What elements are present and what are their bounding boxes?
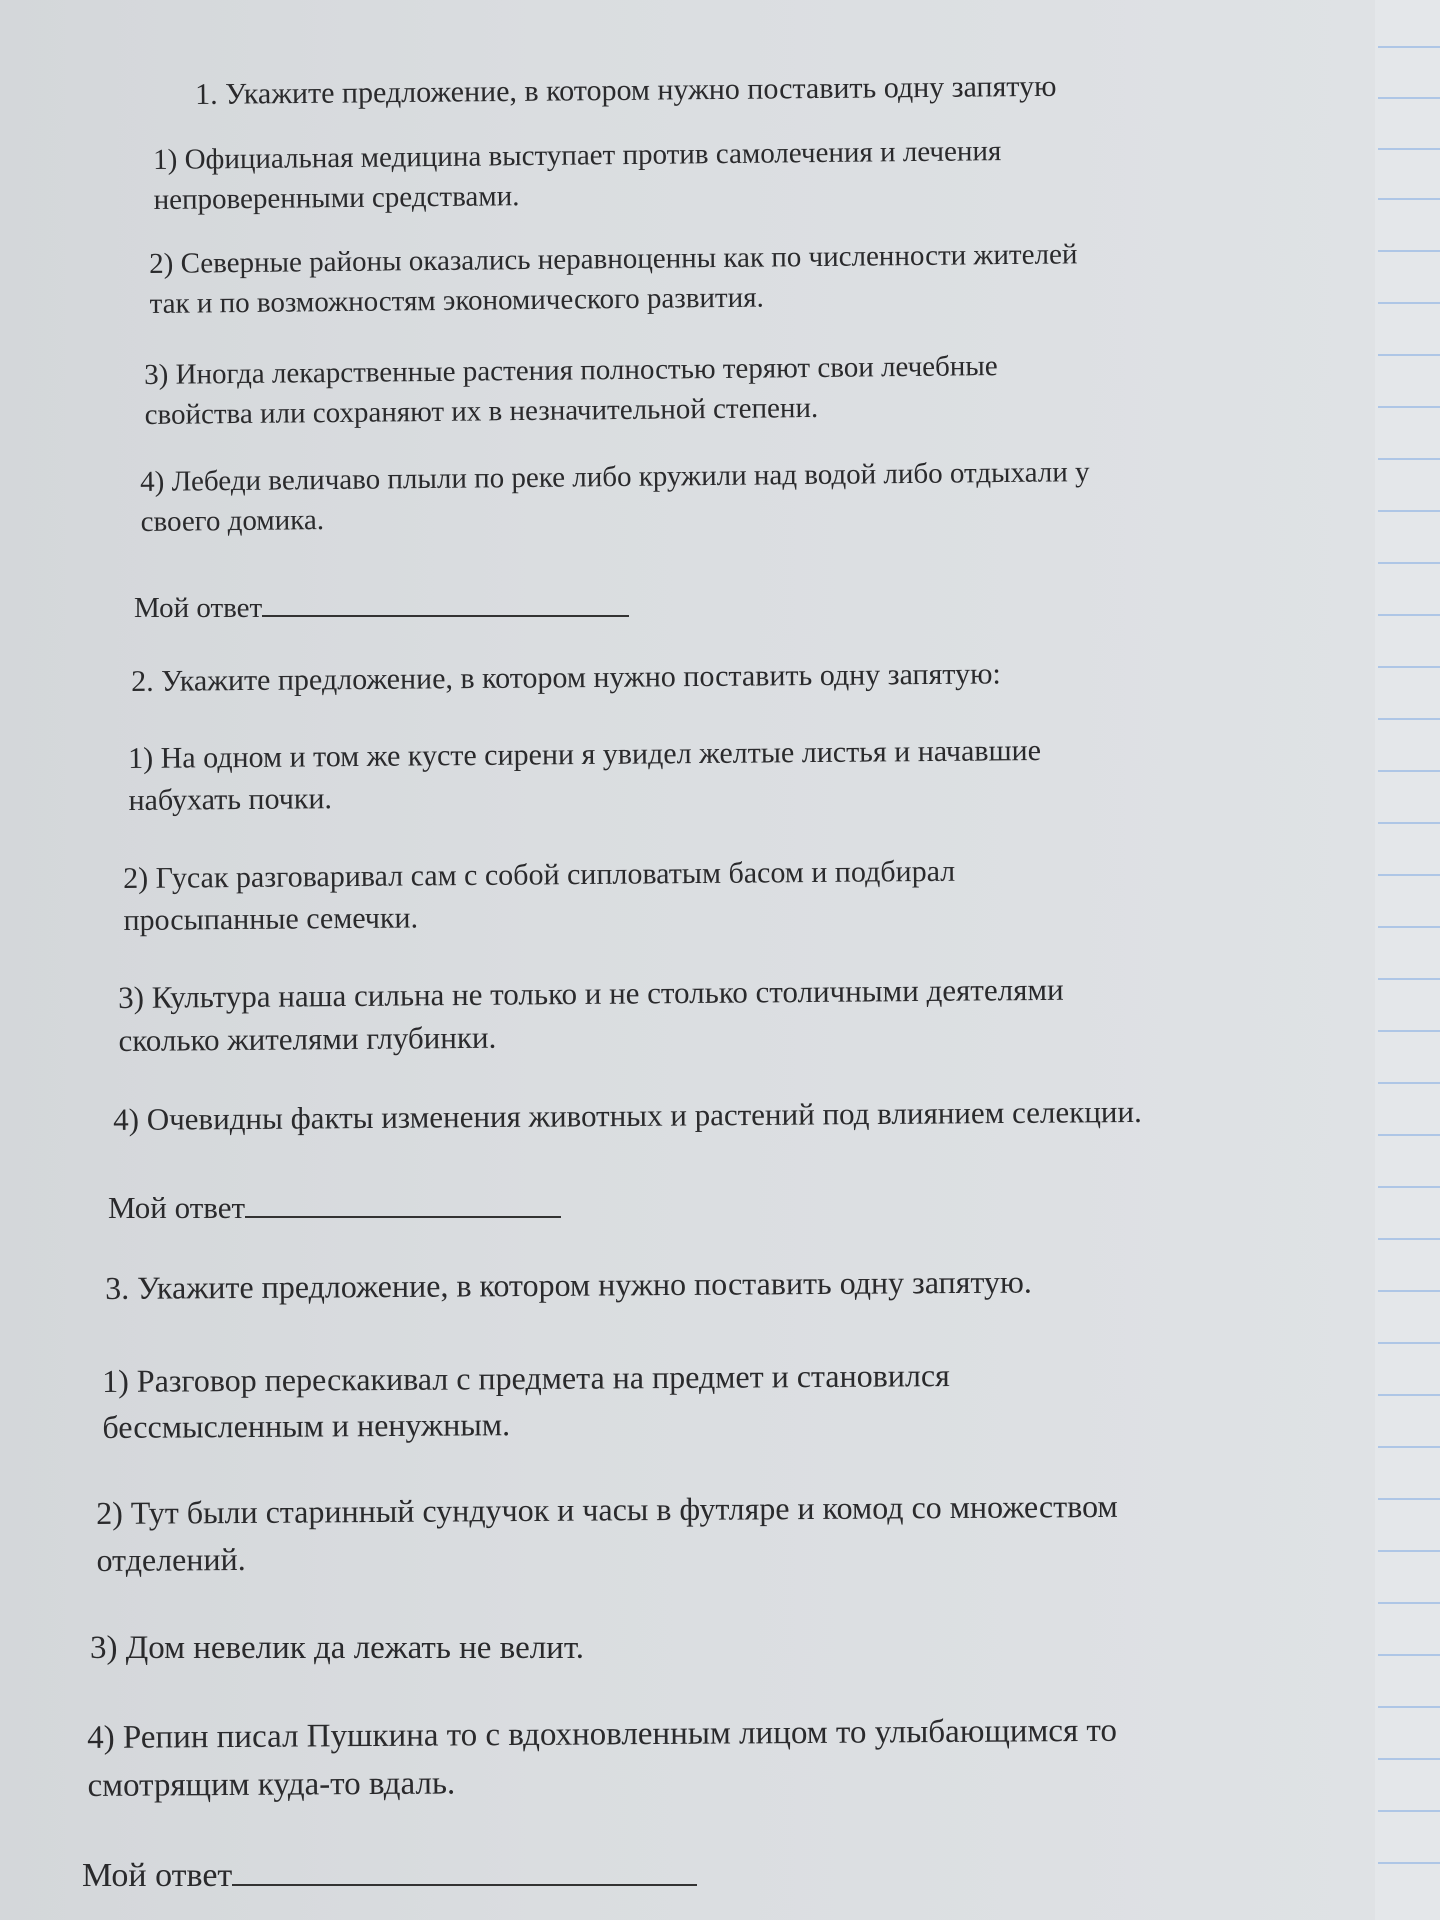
option-line: бессмысленным и ненужным. (102, 1406, 511, 1445)
question-3-option-4 (87, 1707, 1117, 1810)
notebook-ruled-line (1378, 1706, 1440, 1708)
answer-label: Мой ответ (82, 1857, 233, 1894)
option-line: своего домика. (140, 504, 325, 538)
question-1-option-3 (144, 346, 998, 435)
question-1-answer (134, 588, 629, 628)
option-line: 1) Разговор перескакивал с предмета на предмет и становился (102, 1357, 950, 1399)
notebook-ruled-line (1378, 770, 1440, 772)
option-line: так и по возможностям экономического развития. (149, 281, 764, 320)
option-line: 4) Репин писал Пушкина то с вдохновленным лицом то улыбающимся то (87, 1712, 1118, 1756)
answer-label: Мой ответ (134, 592, 263, 624)
notebook-ruled-line (1378, 874, 1440, 876)
question-1-option-4 (140, 452, 1090, 542)
question-1-heading: 1. Укажите предложение, в котором нужно поставить одну запятую (195, 69, 1057, 111)
notebook-ruled-line (1378, 1654, 1440, 1656)
option-line: просыпанные семечки. (123, 901, 419, 937)
option-line: свойства или сохраняют их в незначительной степени. (144, 391, 819, 431)
notebook-ruled-line (1378, 1134, 1440, 1136)
notebook-ruled-line (1378, 1862, 1440, 1864)
question-3-answer (82, 1854, 697, 1898)
notebook-ruled-line (1378, 666, 1440, 668)
option-line: 1) На одном и том же кусте сирени я увидел желтые листья и начавшие (128, 734, 1042, 775)
question-2-answer (108, 1188, 561, 1228)
option-line: набухать почки. (128, 782, 333, 817)
notebook-ruled-line (1378, 1186, 1440, 1188)
notebook-ruled-line (1378, 46, 1440, 48)
notebook-ruled-line (1378, 1810, 1440, 1812)
answer-blank-line[interactable] (232, 1854, 697, 1886)
option-line: 2) Северные районы оказались неравноценны как по численности жителей (149, 238, 1078, 280)
notebook-ruled-line (1378, 1030, 1440, 1032)
notebook-ruled-line (1378, 978, 1440, 980)
question-3-option-1 (102, 1352, 950, 1450)
notebook-ruled-line (1378, 1602, 1440, 1604)
question-2-heading: 2. Укажите предложение, в котором нужно поставить одну запятую: (131, 657, 1001, 698)
option-line: 3) Культура наша сильна не только и не столько столичными деятелями (118, 971, 1064, 1015)
notebook-ruled-line (1378, 1342, 1440, 1344)
notebook-ruled-line (1378, 1290, 1440, 1292)
notebook-ruled-line (1378, 1758, 1440, 1760)
option-line: 4) Очевидны факты изменения животных и растений под влиянием селекции. (113, 1093, 1142, 1137)
notebook-ruled-line (1378, 1550, 1440, 1552)
question-2-option-2 (123, 851, 956, 942)
question-1-option-1 (153, 131, 1002, 220)
notebook-ruled-line (1378, 614, 1440, 616)
notebook-ruled-line (1378, 406, 1440, 408)
notebook-ruled-line (1378, 1238, 1440, 1240)
option-line: 2) Гусак разговаривал сам с собой сипловатым басом и подбирал (123, 854, 956, 895)
notebook-ruled-line (1378, 822, 1440, 824)
option-line: 2) Тут были старинный сундучок и часы в футляре и комод со множеством (96, 1487, 1118, 1531)
notebook-ruled-line (1378, 1446, 1440, 1448)
notebook-ruled-line (1378, 926, 1440, 928)
question-3-heading: 3. Укажите предложение, в котором нужно поставить одну запятую. (105, 1263, 1032, 1306)
option-line: сколько жителями глубинки. (118, 1019, 497, 1058)
notebook-ruled-line (1378, 718, 1440, 720)
notebook-ruled-line (1378, 97, 1440, 99)
notebook-page-edge (1375, 0, 1440, 1920)
notebook-ruled-line (1378, 1082, 1440, 1084)
answer-label: Мой ответ (108, 1190, 246, 1225)
notebook-ruled-line (1378, 354, 1440, 356)
option-line: 3) Иногда лекарственные растения полностью теряют свои лечебные (144, 350, 998, 391)
question-3-option-3 (90, 1625, 584, 1672)
option-line: непроверенными средствами. (153, 180, 520, 216)
notebook-ruled-line (1378, 198, 1440, 200)
answer-blank-line[interactable] (262, 589, 629, 617)
question-3-option-2 (96, 1483, 1118, 1584)
answer-blank-line[interactable] (245, 1190, 561, 1218)
notebook-ruled-line (1378, 302, 1440, 304)
notebook-ruled-line (1378, 250, 1440, 252)
notebook-ruled-line (1378, 1394, 1440, 1396)
question-1-option-2 (149, 234, 1078, 324)
option-line: 3) Дом невелик да лежать не велит. (90, 1630, 585, 1666)
notebook-ruled-line (1378, 562, 1440, 564)
notebook-ruled-line (1378, 1498, 1440, 1500)
notebook-ruled-line (1378, 458, 1440, 460)
question-2-option-4 (113, 1090, 1142, 1141)
option-line: 4) Лебеди величаво плыли по реке либо кружили над водой либо отдыхали у (140, 456, 1090, 498)
option-line: отделений. (96, 1540, 246, 1578)
option-line: 1) Официальная медицина выступает против самолечения и лечения (153, 135, 1002, 176)
question-2-option-3 (118, 968, 1064, 1062)
question-2-option-1 (128, 730, 1042, 822)
notebook-ruled-line (1378, 510, 1440, 512)
notebook-ruled-line (1378, 148, 1440, 150)
option-line: смотрящим куда-то вдаль. (87, 1765, 456, 1804)
